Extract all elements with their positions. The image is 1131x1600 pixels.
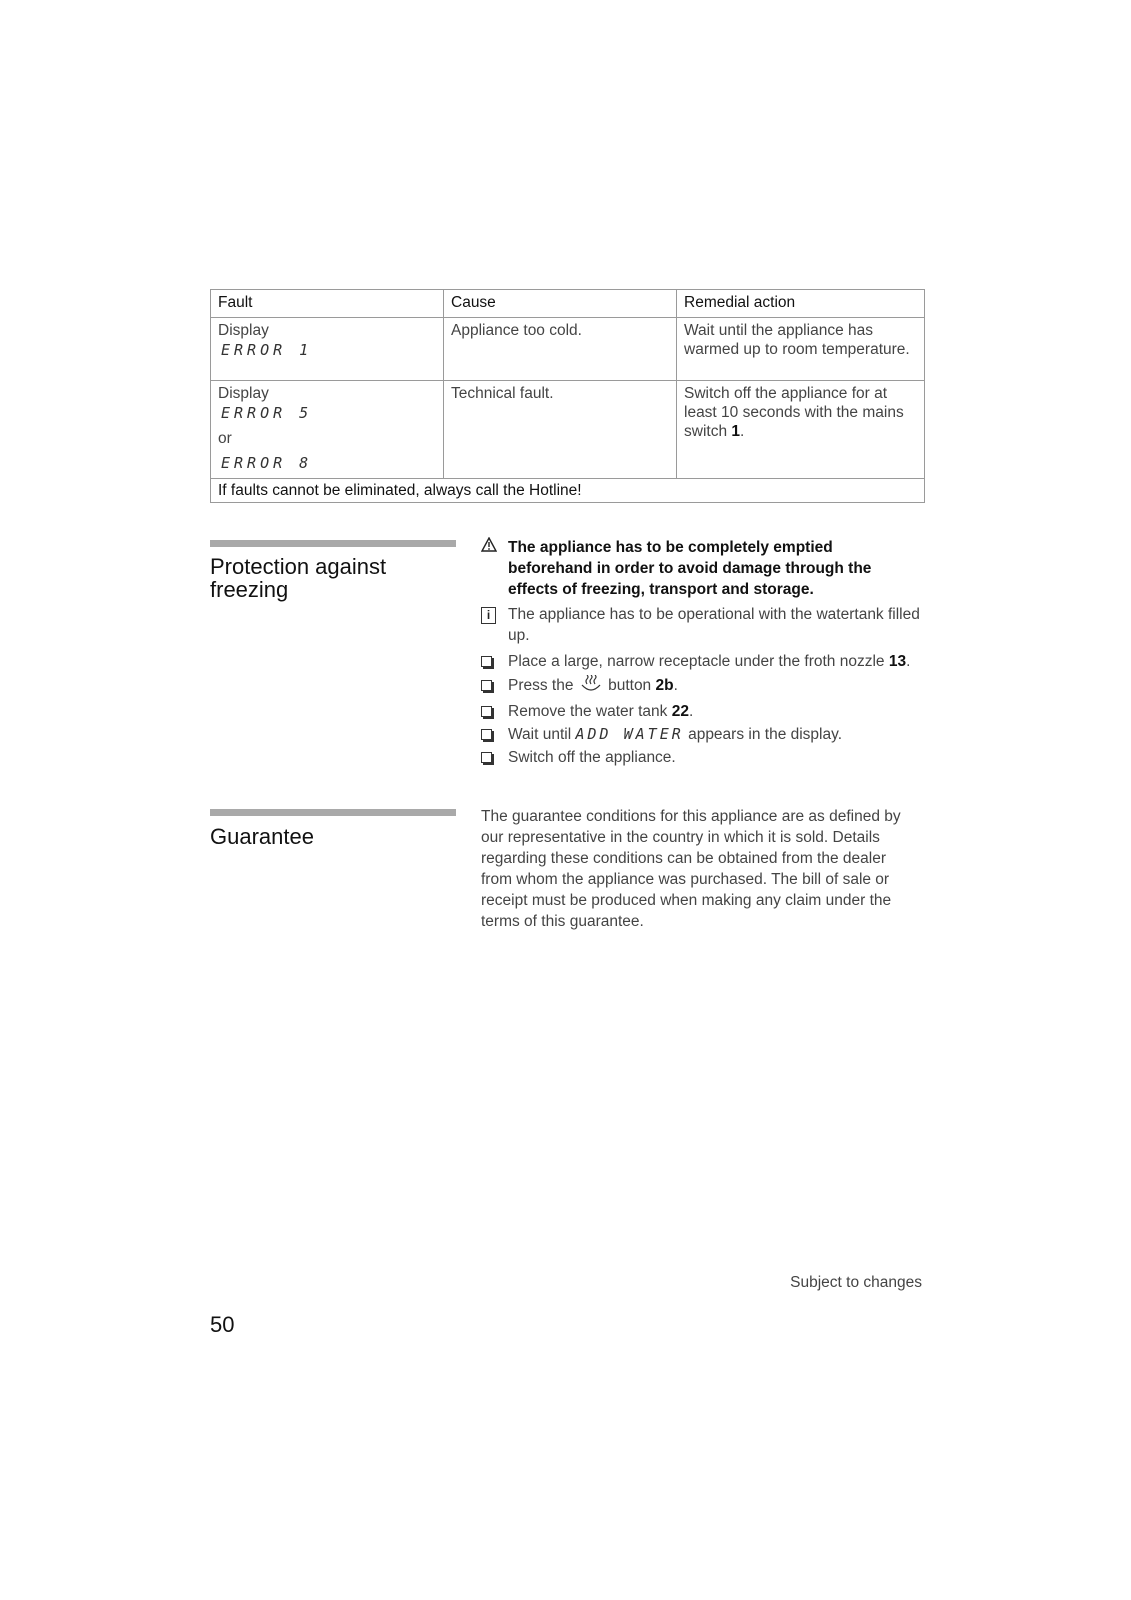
fault-label: Display bbox=[218, 385, 269, 402]
section-title-protection: Protection against freezing bbox=[210, 554, 387, 602]
header-fault: Fault bbox=[211, 290, 444, 318]
section-divider-bar bbox=[210, 540, 456, 547]
cause-cell: Appliance too cold. bbox=[444, 318, 677, 381]
info-text: The appliance has to be operational with the watertank filled up. bbox=[508, 606, 920, 644]
checkbox-icon bbox=[481, 752, 492, 763]
display-error-code: ERROR 5 bbox=[221, 404, 313, 422]
fault-table bbox=[210, 289, 925, 503]
protection-content bbox=[481, 537, 921, 768]
list-item: Place a large, narrow receptacle under the froth nozzle 13. bbox=[481, 651, 921, 672]
info-note bbox=[481, 604, 921, 646]
action-cell: Wait until the appliance has warmed up to room temperature. bbox=[677, 318, 925, 381]
table-row bbox=[211, 381, 925, 479]
hotline-note: If faults cannot be eliminated, always call the Hotline! bbox=[211, 479, 925, 503]
checkbox-icon bbox=[481, 706, 492, 717]
checkbox-icon bbox=[481, 729, 492, 740]
table-footer-row bbox=[211, 479, 925, 503]
action-cell bbox=[677, 381, 925, 479]
reference-number: 2b bbox=[655, 677, 674, 694]
warning-triangle-icon bbox=[481, 537, 501, 558]
list-item: Switch off the appliance. bbox=[481, 747, 921, 768]
display-error-code: ERROR 8 bbox=[221, 454, 313, 472]
display-message: ADD WATER bbox=[575, 725, 684, 743]
section-title-guarantee: Guarantee bbox=[210, 824, 314, 849]
or-text: or bbox=[218, 430, 232, 447]
reference-number: 13 bbox=[888, 653, 907, 670]
subject-to-changes: Subject to changes bbox=[790, 1274, 922, 1291]
reference-number: 22 bbox=[671, 703, 689, 720]
guarantee-text: The guarantee conditions for this appliance are as defined by our representative in the country in which it is sold. Details regarding these conditions can be obtained from the dealer from whom the appliance was purchased. The bill of sale or receipt must be produced when making any claim under the terms of this guarantee. bbox=[481, 808, 901, 930]
header-remedial-action: Remedial action bbox=[677, 290, 925, 318]
list-item: Press the button 2b. bbox=[481, 675, 921, 699]
list-item: Remove the water tank 22. bbox=[481, 701, 921, 722]
checkbox-icon bbox=[481, 656, 492, 667]
action-text: Switch off the appliance for at least 10 seconds with the mains switch bbox=[684, 385, 904, 440]
checkbox-icon bbox=[481, 680, 492, 691]
fault-cell bbox=[211, 381, 444, 479]
fault-label: Display bbox=[218, 322, 269, 339]
fault-cell bbox=[211, 318, 444, 381]
table-row bbox=[211, 318, 925, 381]
steam-button-icon bbox=[580, 675, 602, 699]
punctuation: . bbox=[740, 423, 745, 440]
list-item: Wait until ADD WATER appears in the display. bbox=[481, 724, 921, 745]
display-error-code: ERROR 1 bbox=[221, 341, 313, 359]
warning-text: The appliance has to be completely emptied beforehand in order to avoid damage through the effects of freezing, transport and storage. bbox=[508, 539, 872, 598]
reference-number: 1 bbox=[731, 423, 740, 440]
cause-cell: Technical fault. bbox=[444, 381, 677, 479]
table-header-row bbox=[211, 290, 925, 318]
header-cause: Cause bbox=[444, 290, 677, 318]
warning-note bbox=[481, 537, 921, 600]
section-divider-bar bbox=[210, 809, 456, 816]
page-number: 50 bbox=[210, 1312, 235, 1337]
info-icon: i bbox=[481, 607, 496, 624]
